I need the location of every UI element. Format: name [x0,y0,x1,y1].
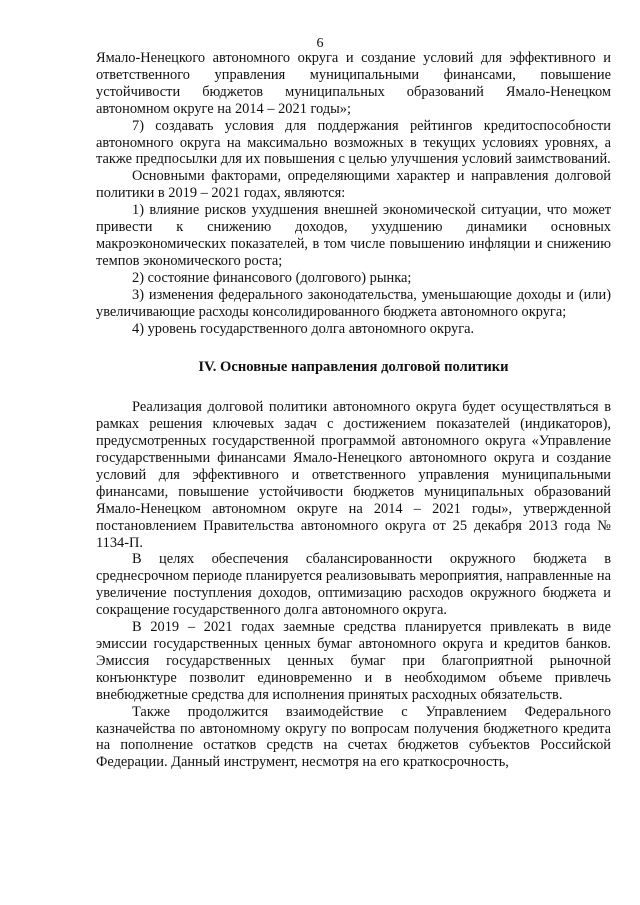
list-item: 4) уровень государственного долга автономного округа. [132,320,475,337]
list-item: 1) влияние рисков ухудшения внешней экономической ситуации, что может привести к снижению доходов, ухудшению динамики основных макроэкономических показателей, в том числе повышению инфляции и снижению темпов экономического роста; [96,202,611,269]
paragraph: В целях обеспечения сбалансированности окружного бюджета в среднесрочном периоде планируется реализовывать мероприятия, направленные на увеличение поступления доходов, оптимизацию расходов окружного бюджета и сокращение государственного долга автономного округа. [96,551,611,619]
document-body [96,50,611,771]
paragraph: Основными факторами, определяющими характер и направления долговой политики в 2019 – 2021 годах, являются: [96,168,611,202]
paragraph: В 2019 – 2021 годах заемные средства планируется привлекать в виде эмиссии государственных ценных бумаг автономного округа и кредитов банков. Эмиссия государственных ценных бумаг при благоприятной рыночной конъюнктуре позволит единовременно и в необходимом объеме привлечь внебюджетные средства для исполнения принятых расходных обязательств. [96,619,611,703]
section-heading: IV. Основные направления долговой политики [198,359,509,376]
paragraph: Ямало-Ненецкого автономного округа и создание условий для эффективного и ответственного управления муниципальными финансами, повышение устойчивости бюджетов муниципальных образований Ямало-Ненецком автономном округе на 2014 – 2021 годы»; [96,50,611,117]
list-item: 2) состояние финансового (долгового) рынка; [132,269,412,286]
paragraph: 7) создавать условия для поддержания рейтингов кредитоспособности автономного округа на максимально возможных в текущих условиях уровнях, а также предпосылки для их повышения с целью улучшения условий заимствований. [96,117,611,168]
paragraph: Реализация долговой политики автономного округа будет осуществляться в рамках решения ключевых задач с достижением показателей (индикаторов), предусмотренных государственной программой автономного округа «Управление государственными финансами Ямало-Ненецкого автономного округа и создание условий для эффективного и ответственного управления муниципальными финансами, повышение устойчивости бюджетов муниципальных образований Ямало-Ненецком автономном округе на 2014 – 2021 годы», утвержденной постановлением Правительства автономного округа от 25 декабря 2013 года № 1134-П. [96,399,611,551]
list-item: 3) изменения федерального законодательства, уменьшающие доходы и (или) увеличивающие расходы консолидированного бюджета автономного округа; [96,286,611,320]
page-number: 6 [316,36,324,51]
paragraph: Также продолжится взаимодействие с Управлением Федерального казначейства по автономному округу по вопросам получения бюджетного кредита на пополнение остатков средств на счетах бюджетов субъектов Российской Федерации. Данный инструмент, несмотря на его краткосрочность, [96,703,611,771]
